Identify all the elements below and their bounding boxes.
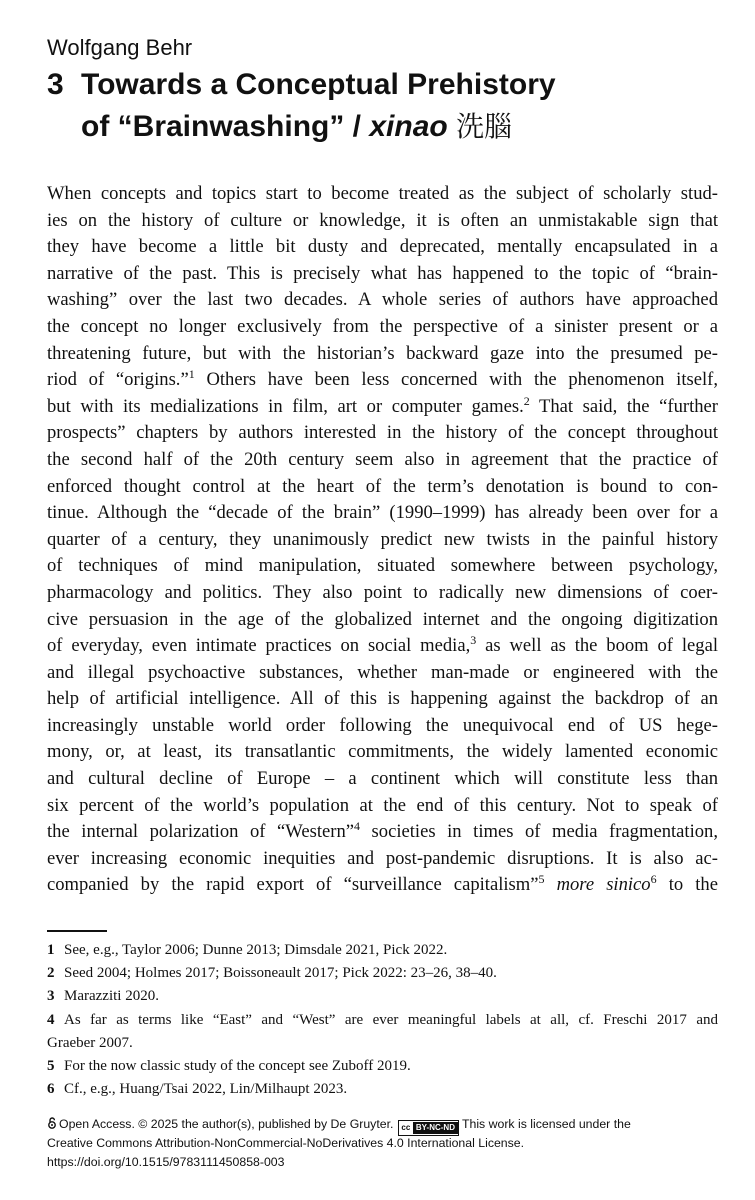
footnote-number: 6 bbox=[47, 1081, 55, 1098]
author-name: Wolfgang Behr bbox=[47, 35, 193, 60]
footnote-ref-5[interactable]: 5 bbox=[538, 872, 545, 887]
body-line: of techniques of mind manipulation, situated somewhere between psychology, bbox=[47, 555, 718, 577]
body-line: the concept no longer exclusively from the perspective of a sinister present or a bbox=[47, 315, 718, 337]
body-line: narrative of the past. This is precisely what has happened to the topic of “brain- bbox=[47, 262, 718, 284]
body-text: to the bbox=[656, 874, 718, 896]
footnote-divider bbox=[47, 930, 107, 932]
body-line: increasingly unstable world order following the unequivocal end of US hege- bbox=[47, 714, 718, 736]
body-text: riod of “origins.” bbox=[47, 369, 189, 391]
title-line-1: Towards a Conceptual Prehistory bbox=[81, 68, 556, 101]
body-text: Others have been less concerned with the phenomenon itself, bbox=[194, 369, 718, 391]
chapter-number: 3 bbox=[47, 68, 64, 101]
access-line-1 bbox=[47, 1115, 737, 1134]
footnotes bbox=[47, 939, 718, 1101]
body-text: That said, the “further bbox=[529, 395, 718, 417]
footnote-text: See, e.g., Taylor 2006; Dunne 2013; Dimsdale 2021, Pick 2022. bbox=[64, 942, 448, 958]
body-text: of everyday, even intimate practices on social media, bbox=[47, 635, 471, 657]
footnote-1 bbox=[47, 939, 718, 962]
access-line-2: Creative Commons Attribution-NonCommercial-NoDerivatives 4.0 International License. bbox=[47, 1136, 525, 1150]
body-line: and cultural decline of Europe – a continent which will constitute less than bbox=[47, 768, 718, 790]
open-access-icon bbox=[47, 1117, 57, 1129]
body-line: prospects” chapters by authors interested in the history of the concept throughout bbox=[47, 422, 718, 444]
body-line: ies on the history of culture or knowledge, it is often an unmistakable sign that bbox=[47, 209, 718, 231]
body-line: help of artificial intelligence. All of this is happening against the backdrop of an bbox=[47, 688, 718, 710]
title-line-2-italic: xinao bbox=[369, 110, 448, 143]
title-line-2 bbox=[81, 108, 512, 146]
body-text: but with its medializations in film, art or computer games. bbox=[47, 395, 524, 417]
access-text: Open Access. © 2025 the author(s), published by De Gruyter. bbox=[59, 1117, 394, 1131]
body-line bbox=[47, 633, 718, 660]
body-line: quarter of a century, they unanimously predict new twists in the painful history bbox=[47, 528, 718, 550]
body-line bbox=[47, 872, 718, 899]
footnote-number: 4 bbox=[47, 1011, 55, 1028]
body-line: When concepts and topics start to become treated as the subject of scholarly stud- bbox=[47, 183, 718, 204]
footnote-4 bbox=[47, 1009, 718, 1032]
body-text: companied by the rapid export of “surveillance capitalism” bbox=[47, 874, 539, 896]
footnote-5 bbox=[47, 1055, 718, 1078]
footnote-ref-1[interactable]: 1 bbox=[188, 366, 195, 381]
footnote-3 bbox=[47, 985, 718, 1008]
footnote-text: As far as terms like “East” and “West” are ever meaningful labels at all, cf. Freschi 2017 and bbox=[64, 1011, 718, 1028]
body-line: ever increasing economic inequities and post-pandemic disruptions. It is also ac- bbox=[47, 847, 718, 869]
cc-icon: cc bbox=[401, 1123, 411, 1132]
body-line: enforced thought control at the heart of the term’s denotation is bound to con- bbox=[47, 475, 718, 497]
access-text: This work is licensed under the bbox=[461, 1117, 631, 1131]
footnote-text: For the now classic study of the concept see Zuboff 2019. bbox=[64, 1057, 411, 1074]
footnote-ref-6[interactable]: 6 bbox=[650, 872, 657, 887]
footnote-6 bbox=[47, 1078, 718, 1101]
body-text-italic: more sinico bbox=[556, 874, 651, 896]
title-line-2-roman: of “Brainwashing” / bbox=[81, 110, 362, 143]
body-line: they have become a little bit dusty and deprecated, mentally encapsulated in a bbox=[47, 236, 718, 258]
title-line-2-cjk: 洗腦 bbox=[456, 110, 513, 143]
footnote-4-continued: Graeber 2007. bbox=[47, 1034, 133, 1051]
body-text: societies in times of media fragmentation, bbox=[360, 821, 718, 843]
body-line: threatening future, but with the historian’s backward gaze into the presumed pe- bbox=[47, 342, 718, 364]
footnote-text: Seed 2004; Holmes 2017; Boissoneault 2017; Pick 2022: 23–26, 38–40. bbox=[64, 965, 497, 982]
body-line bbox=[47, 394, 718, 421]
footnote-number: 3 bbox=[47, 988, 55, 1005]
body-line bbox=[47, 819, 718, 846]
footnote-ref-2[interactable]: 2 bbox=[523, 393, 530, 408]
footnote-text: Cf., e.g., Huang/Tsai 2022, Lin/Milhaupt 2023. bbox=[64, 1081, 348, 1098]
body-line: pharmacology and politics. They also point to radically new dimensions of coer- bbox=[47, 581, 718, 603]
footnote-number: 2 bbox=[47, 965, 55, 982]
body-line: cive persuasion in the age of the globalized internet and the ongoing digitization bbox=[47, 608, 718, 630]
body-line: six percent of the world’s population at the end of this century. Not to speak of bbox=[47, 794, 718, 816]
open-access-notice bbox=[47, 1115, 737, 1172]
body-line: washing” over the last two decades. A whole series of authors have approached bbox=[47, 289, 718, 311]
body-line: mony, or, at least, its transatlantic commitments, the widely lamented economic bbox=[47, 741, 718, 763]
footnote-number: 5 bbox=[47, 1057, 55, 1074]
footnote-2 bbox=[47, 962, 718, 985]
footnote-number: 1 bbox=[47, 942, 55, 958]
body-line: and illegal psychoactive substances, whether man-made or engineered with the bbox=[47, 661, 718, 683]
body-line: tinue. Although the “decade of the brain” (1990–1999) has already been over for a bbox=[47, 502, 718, 524]
footnote-ref-3[interactable]: 3 bbox=[470, 632, 477, 647]
body-text: as well as the boom of legal bbox=[476, 635, 718, 657]
body-paragraph bbox=[47, 181, 718, 899]
footnote-text: Marazziti 2020. bbox=[64, 988, 159, 1005]
doi-link[interactable]: https://doi.org/10.1515/9783111450858-003 bbox=[47, 1155, 285, 1169]
body-line bbox=[47, 367, 718, 394]
footnote-ref-4[interactable]: 4 bbox=[354, 819, 360, 834]
body-line: the second half of the 20th century seem also in agreement that the practice of bbox=[47, 448, 718, 470]
cc-badge-text: BY-NC-ND bbox=[413, 1122, 458, 1134]
body-text: the internal polarization of “Western” bbox=[47, 821, 354, 843]
